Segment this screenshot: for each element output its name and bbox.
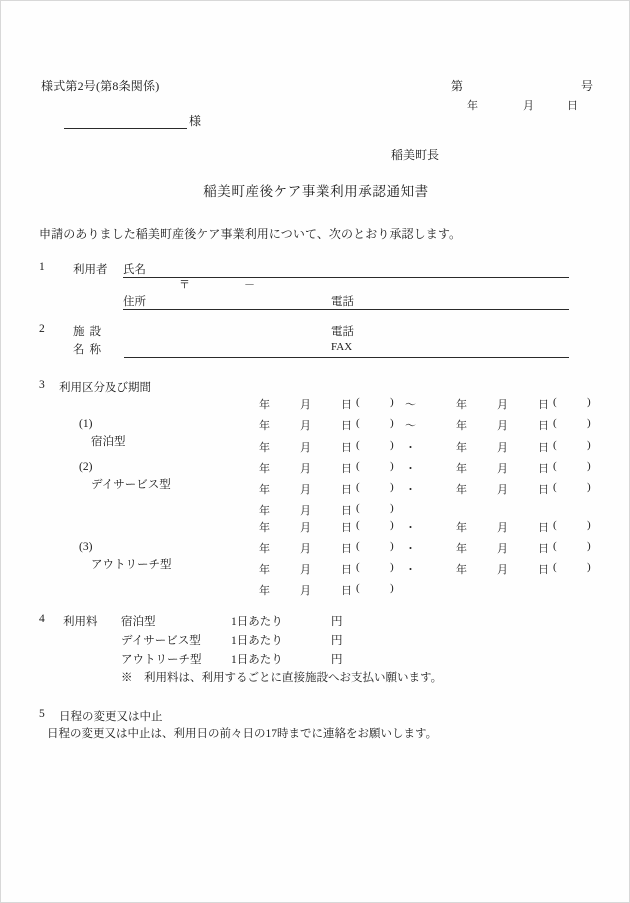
weekday-paren-open-end: ( bbox=[553, 439, 557, 451]
lead-paragraph: 申請のありました稲美町産後ケア事業利用について、次のとおり承認します。 bbox=[39, 227, 462, 241]
addressee-write-line bbox=[64, 128, 187, 129]
date-year-label-end: 年 bbox=[456, 484, 467, 496]
postal-code-mark: 〒 bbox=[179, 279, 190, 291]
section-1-label: 利用者 bbox=[73, 264, 108, 276]
usage-group-2-marker: (2) bbox=[79, 461, 93, 473]
weekday-paren-close-end: ) bbox=[587, 417, 591, 429]
date-year-label: 年 bbox=[259, 399, 270, 411]
usage-group-3-marker: (3) bbox=[79, 541, 93, 553]
usage-group-1-name: 宿泊型 bbox=[91, 436, 126, 448]
issue-date-day-label: 日 bbox=[567, 100, 578, 112]
date-month-label: 月 bbox=[300, 522, 311, 534]
date-range-separator: ・ bbox=[405, 543, 416, 555]
weekday-paren-close: ) bbox=[390, 481, 394, 493]
date-range-separator: 〜 bbox=[405, 399, 416, 411]
date-year-label: 年 bbox=[259, 463, 270, 475]
date-day-label: 日 bbox=[341, 543, 352, 555]
issue-date-year-label: 年 bbox=[467, 100, 478, 112]
weekday-paren-close-end: ) bbox=[587, 439, 591, 451]
weekday-paren-close-end: ) bbox=[587, 460, 591, 472]
page-title: 稲美町産後ケア事業利用承認通知書 bbox=[203, 184, 429, 199]
date-year-label-end: 年 bbox=[456, 564, 467, 576]
facility-tel-label: 電話 bbox=[331, 326, 354, 338]
fee-currency-label: 円 bbox=[331, 654, 343, 666]
weekday-paren-open: ( bbox=[356, 502, 360, 514]
weekday-paren-close: ) bbox=[390, 561, 394, 573]
date-day-label: 日 bbox=[341, 522, 352, 534]
date-day-label-end: 日 bbox=[538, 420, 549, 432]
facility-name-write-line bbox=[124, 357, 569, 358]
usage-group-2-name: デイサービス型 bbox=[91, 479, 171, 491]
weekday-paren-open-end: ( bbox=[553, 396, 557, 408]
date-year-label-end: 年 bbox=[456, 522, 467, 534]
date-day-label-end: 日 bbox=[538, 442, 549, 454]
user-address-label: 住所 bbox=[123, 296, 146, 308]
weekday-paren-close-end: ) bbox=[587, 561, 591, 573]
weekday-paren-close-end: ) bbox=[587, 519, 591, 531]
fee-per-day-label: 1日あたり bbox=[231, 654, 283, 666]
usage-group-3-name: アウトリーチ型 bbox=[91, 559, 172, 571]
usage-group-1-marker: (1) bbox=[79, 418, 93, 430]
weekday-paren-open-end: ( bbox=[553, 519, 557, 531]
section-5-body: 日程の変更又は中止は、利用日の前々日の17時までに連絡をお願いします。 bbox=[47, 728, 438, 740]
weekday-paren-open-end: ( bbox=[553, 460, 557, 472]
postal-code-dash: － bbox=[244, 279, 255, 291]
date-year-label: 年 bbox=[259, 564, 270, 576]
form-number: 様式第2号(第8条関係) bbox=[41, 79, 160, 93]
section-2-number: 2 bbox=[39, 323, 45, 335]
date-year-label: 年 bbox=[259, 420, 270, 432]
date-range-separator: ・ bbox=[405, 564, 416, 576]
weekday-paren-close: ) bbox=[390, 417, 394, 429]
date-year-label: 年 bbox=[259, 522, 270, 534]
weekday-paren-open: ( bbox=[356, 417, 360, 429]
date-range-separator: ・ bbox=[405, 522, 416, 534]
date-year-label-end: 年 bbox=[456, 442, 467, 454]
date-day-label-end: 日 bbox=[538, 522, 549, 534]
date-day-label: 日 bbox=[341, 505, 352, 517]
date-year-label: 年 bbox=[259, 505, 270, 517]
date-day-label-end: 日 bbox=[538, 484, 549, 496]
weekday-paren-close: ) bbox=[390, 540, 394, 552]
facility-label-line2: 名称 bbox=[73, 344, 106, 356]
document-number-prefix: 第 bbox=[451, 79, 464, 93]
date-range-separator: ・ bbox=[405, 463, 416, 475]
section-5-label: 日程の変更又は中止 bbox=[59, 711, 163, 723]
date-day-label-end: 日 bbox=[538, 399, 549, 411]
weekday-paren-close-end: ) bbox=[587, 396, 591, 408]
facility-label-line1: 施設 bbox=[73, 326, 106, 338]
date-month-label: 月 bbox=[300, 442, 311, 454]
date-range-separator: ・ bbox=[405, 442, 416, 454]
fee-per-day-label: 1日あたり bbox=[231, 616, 283, 628]
date-day-label: 日 bbox=[341, 564, 352, 576]
addressee-honorific: 様 bbox=[189, 114, 202, 128]
date-month-label-end: 月 bbox=[497, 463, 508, 475]
section-5-number: 5 bbox=[39, 708, 45, 720]
facility-fax-label: FAX bbox=[331, 341, 353, 353]
date-month-label-end: 月 bbox=[497, 420, 508, 432]
date-month-label: 月 bbox=[300, 399, 311, 411]
user-tel-label: 電話 bbox=[331, 296, 354, 308]
date-year-label: 年 bbox=[259, 484, 270, 496]
date-month-label: 月 bbox=[300, 505, 311, 517]
date-day-label: 日 bbox=[341, 399, 352, 411]
fee-type-label: 宿泊型 bbox=[121, 616, 156, 628]
date-day-label: 日 bbox=[341, 484, 352, 496]
section-4-label: 利用料 bbox=[63, 616, 98, 628]
fee-currency-label: 円 bbox=[331, 616, 343, 628]
weekday-paren-open-end: ( bbox=[553, 417, 557, 429]
fee-note: ※ 利用料は、利用するごとに直接施設へお支払い願います。 bbox=[121, 672, 443, 684]
weekday-paren-close: ) bbox=[390, 396, 394, 408]
user-name-label: 氏名 bbox=[123, 264, 146, 276]
section-1-number: 1 bbox=[39, 261, 45, 273]
weekday-paren-open-end: ( bbox=[553, 540, 557, 552]
date-year-label-end: 年 bbox=[456, 463, 467, 475]
date-year-label: 年 bbox=[259, 585, 270, 597]
weekday-paren-open: ( bbox=[356, 460, 360, 472]
date-month-label-end: 月 bbox=[497, 399, 508, 411]
weekday-paren-open: ( bbox=[356, 582, 360, 594]
date-year-label-end: 年 bbox=[456, 399, 467, 411]
date-month-label: 月 bbox=[300, 420, 311, 432]
usage-group-2 bbox=[63, 439, 171, 511]
fee-type-label: アウトリーチ型 bbox=[121, 654, 202, 666]
weekday-paren-open: ( bbox=[356, 439, 360, 451]
weekday-paren-open: ( bbox=[356, 396, 360, 408]
date-month-label: 月 bbox=[300, 585, 311, 597]
weekday-paren-close: ) bbox=[390, 502, 394, 514]
date-day-label: 日 bbox=[341, 420, 352, 432]
fee-type-label: デイサービス型 bbox=[121, 635, 201, 647]
weekday-paren-open: ( bbox=[356, 561, 360, 573]
weekday-paren-open: ( bbox=[356, 481, 360, 493]
date-day-label: 日 bbox=[341, 463, 352, 475]
weekday-paren-close-end: ) bbox=[587, 540, 591, 552]
date-month-label: 月 bbox=[300, 543, 311, 555]
date-day-label: 日 bbox=[341, 442, 352, 454]
date-day-label: 日 bbox=[341, 585, 352, 597]
issue-date-month-label: 月 bbox=[523, 100, 534, 112]
date-month-label: 月 bbox=[300, 564, 311, 576]
date-month-label-end: 月 bbox=[497, 522, 508, 534]
date-month-label: 月 bbox=[300, 463, 311, 475]
date-month-label-end: 月 bbox=[497, 543, 508, 555]
date-day-label-end: 日 bbox=[538, 463, 549, 475]
date-month-label-end: 月 bbox=[497, 564, 508, 576]
weekday-paren-close: ) bbox=[390, 582, 394, 594]
weekday-paren-open-end: ( bbox=[553, 481, 557, 493]
issuer-name: 稲美町長 bbox=[391, 148, 440, 162]
date-year-label-end: 年 bbox=[456, 420, 467, 432]
weekday-paren-close: ) bbox=[390, 439, 394, 451]
section-3-number: 3 bbox=[39, 379, 45, 391]
date-range-separator: ・ bbox=[405, 484, 416, 496]
fee-per-day-label: 1日あたり bbox=[231, 635, 283, 647]
section-4-number: 4 bbox=[39, 613, 45, 625]
user-address-write-line bbox=[123, 309, 569, 310]
date-day-label-end: 日 bbox=[538, 564, 549, 576]
date-year-label: 年 bbox=[259, 442, 270, 454]
fee-currency-label: 円 bbox=[331, 635, 343, 647]
weekday-paren-open: ( bbox=[356, 519, 360, 531]
usage-group-3 bbox=[63, 519, 172, 591]
date-range-separator: 〜 bbox=[405, 420, 416, 432]
weekday-paren-close-end: ) bbox=[587, 481, 591, 493]
weekday-paren-open: ( bbox=[356, 540, 360, 552]
weekday-paren-close: ) bbox=[390, 460, 394, 472]
document-number-suffix: 号 bbox=[581, 79, 594, 93]
date-year-label: 年 bbox=[259, 543, 270, 555]
weekday-paren-open-end: ( bbox=[553, 561, 557, 573]
date-day-label-end: 日 bbox=[538, 543, 549, 555]
date-month-label: 月 bbox=[300, 484, 311, 496]
section-3-label: 利用区分及び期間 bbox=[59, 382, 151, 394]
date-year-label-end: 年 bbox=[456, 543, 467, 555]
weekday-paren-close: ) bbox=[390, 519, 394, 531]
date-month-label-end: 月 bbox=[497, 442, 508, 454]
date-month-label-end: 月 bbox=[497, 484, 508, 496]
